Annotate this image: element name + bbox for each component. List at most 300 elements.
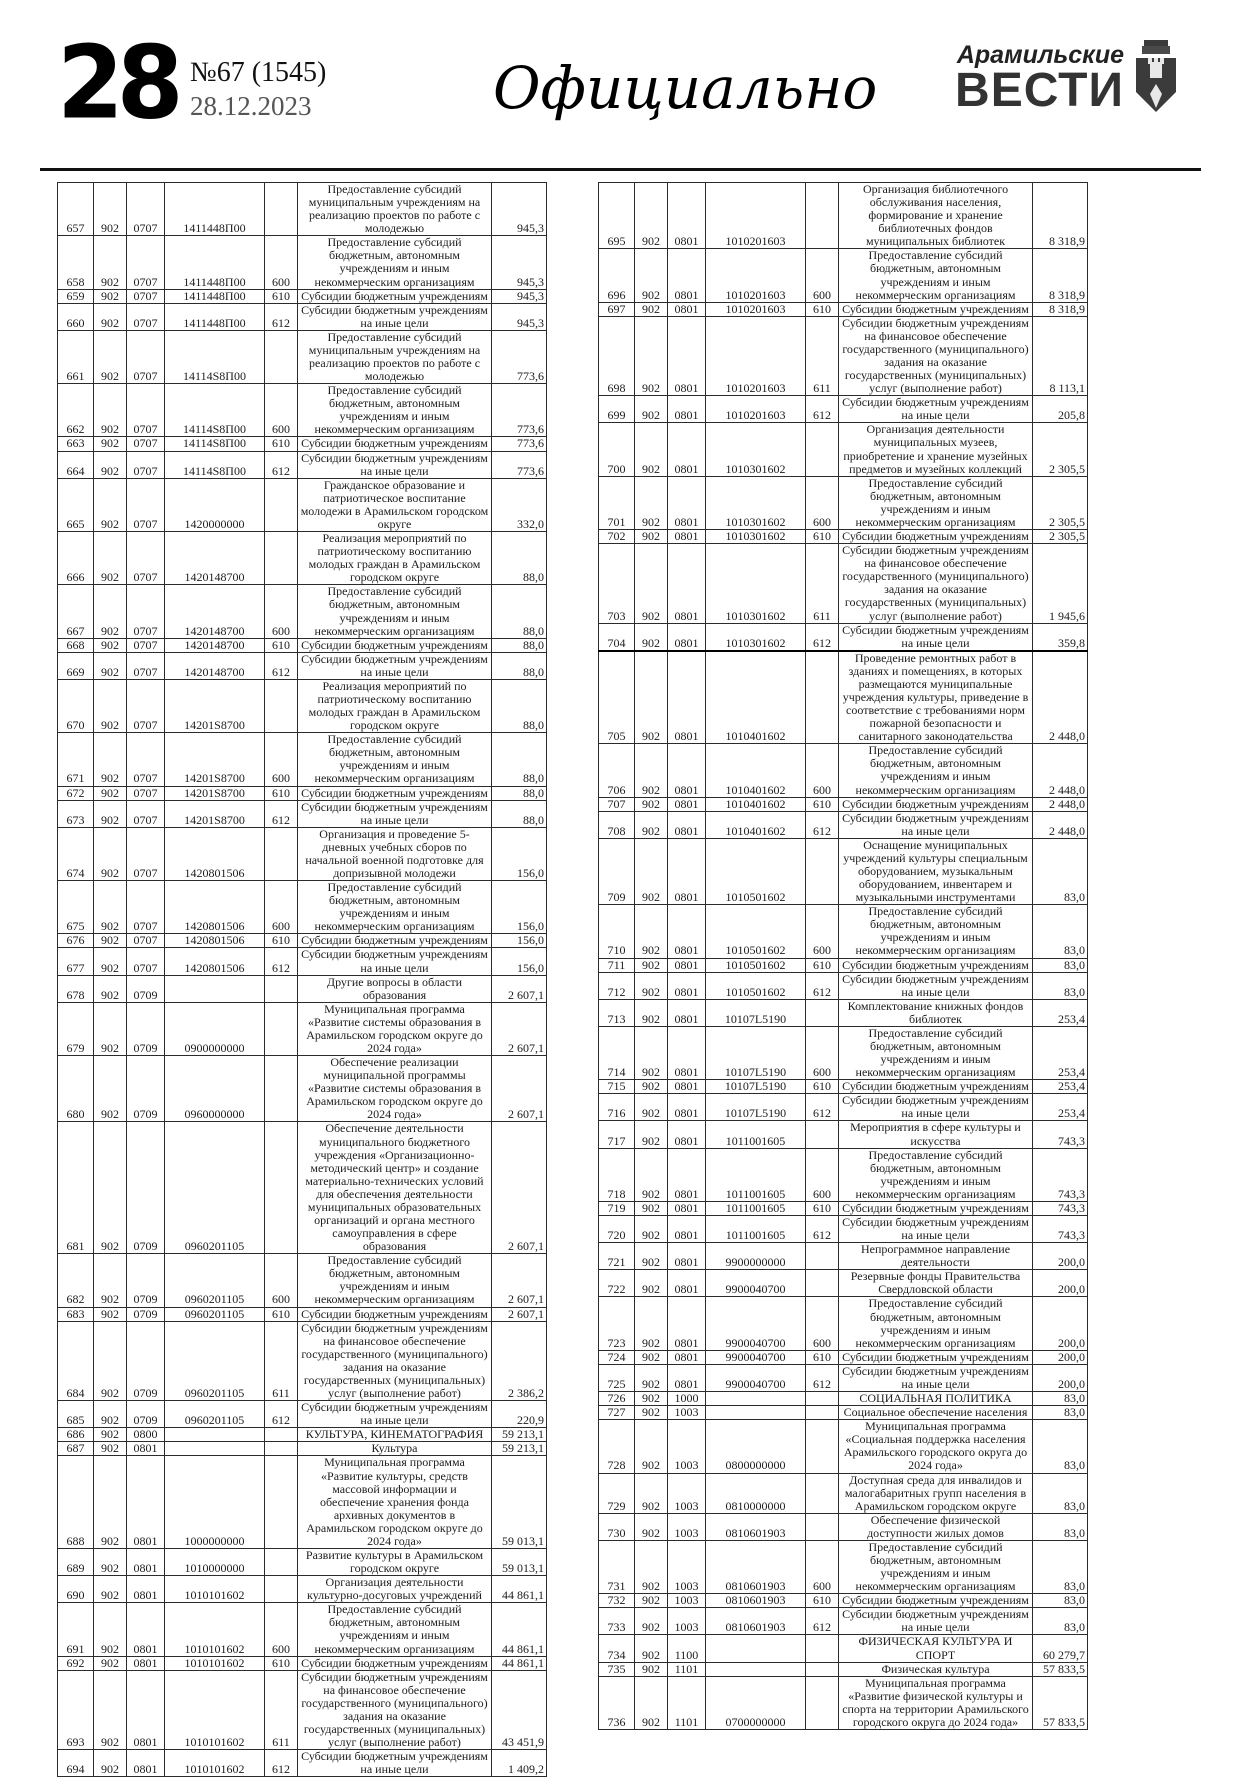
expense-type-cell: 600 — [806, 476, 839, 529]
target-article-cell: 1010301602 — [706, 544, 806, 623]
page-header — [55, 24, 1190, 156]
target-article-cell: 1010401602 — [706, 651, 806, 744]
grbs-code-cell: 902 — [635, 1350, 668, 1364]
grbs-code-cell: 902 — [635, 1080, 668, 1094]
section-code-cell: 1101 — [668, 1676, 706, 1729]
row-number-cell: 684 — [58, 1321, 94, 1400]
grbs-code-cell: 902 — [635, 1243, 668, 1270]
expense-type-cell — [806, 1473, 839, 1513]
table-row — [58, 827, 547, 880]
table-row — [58, 1670, 547, 1749]
table-row — [58, 437, 547, 451]
amount-cell: 2 607,1 — [492, 1002, 547, 1055]
amount-cell: 1 409,2 — [492, 1750, 547, 1777]
grbs-code-cell: 902 — [94, 948, 127, 975]
description-cell: Реализация мероприятий по патриотическому воспитанию молодых граждан в Арамильском городском округе — [298, 679, 492, 732]
target-article-cell: 1010501602 — [706, 838, 806, 904]
amount-cell: 156,0 — [492, 881, 547, 934]
brand-name-bottom: ВЕСТИ — [955, 63, 1124, 117]
row-number-cell: 690 — [58, 1576, 94, 1603]
row-number-cell: 699 — [599, 396, 635, 423]
row-number-cell: 712 — [599, 972, 635, 999]
expense-type-cell: 612 — [265, 1750, 298, 1777]
amount-cell: 83,0 — [1033, 1420, 1088, 1473]
expense-type-cell — [806, 183, 839, 249]
amount-cell: 88,0 — [492, 786, 547, 800]
row-number-cell: 711 — [599, 958, 635, 972]
description-cell: Предоставление субсидий муниципальным учреждениям на реализацию проектов по работе с молодежью — [298, 183, 492, 236]
section-code-cell: 0707 — [127, 585, 165, 638]
description-cell: Предоставление субсидий бюджетным, автономным учреждениям и иным некоммерческим организациям — [298, 1254, 492, 1307]
section-code-cell: 0801 — [668, 651, 706, 744]
description-cell: Субсидии бюджетным учреждениям на иные цели — [839, 1608, 1033, 1635]
description-cell: Субсидии бюджетным учреждениям на иные цели — [298, 303, 492, 330]
section-code-cell: 0801 — [668, 249, 706, 302]
section-code-cell: 0707 — [127, 183, 165, 236]
description-cell: Субсидии бюджетным учреждениям на иные цели — [839, 811, 1033, 838]
grbs-code-cell: 902 — [635, 423, 668, 476]
row-number-cell: 672 — [58, 786, 94, 800]
description-cell: Предоставление субсидий бюджетным, автономным учреждениям и иным некоммерческим организациям — [839, 1297, 1033, 1350]
grbs-code-cell: 902 — [94, 1056, 127, 1122]
grbs-code-cell: 902 — [94, 1576, 127, 1603]
expense-type-cell: 610 — [806, 1594, 839, 1608]
grbs-code-cell: 902 — [94, 1307, 127, 1321]
amount-cell: 83,0 — [1033, 1392, 1088, 1406]
section-code-cell: 0801 — [668, 1364, 706, 1391]
description-cell: Организация деятельности культурно-досуговых учреждений — [298, 1576, 492, 1603]
target-article-cell: 1420801506 — [165, 948, 265, 975]
target-article-cell: 1010401602 — [706, 797, 806, 811]
section-code-cell: 0801 — [668, 1270, 706, 1297]
row-number-cell: 724 — [599, 1350, 635, 1364]
amount-cell: 88,0 — [492, 679, 547, 732]
amount-cell: 253,4 — [1033, 1094, 1088, 1121]
target-article-cell: 1011001605 — [706, 1148, 806, 1201]
description-cell: Развитие культуры в Арамильском городском округе — [298, 1548, 492, 1575]
description-cell: Предоставление субсидий бюджетным, автономным учреждениям и иным некоммерческим организациям — [839, 476, 1033, 529]
amount-cell: 83,0 — [1033, 1594, 1088, 1608]
expense-type-cell: 612 — [265, 800, 298, 827]
expense-type-cell — [806, 1243, 839, 1270]
grbs-code-cell: 902 — [635, 958, 668, 972]
amount-cell: 59 213,1 — [492, 1442, 547, 1456]
row-number-cell: 676 — [58, 934, 94, 948]
description-cell: Организация деятельности муниципальных музеев, приобретение и хранение музейных предметов и музейных коллекций — [839, 423, 1033, 476]
section-code-cell: 0801 — [668, 396, 706, 423]
description-cell: Субсидии бюджетным учреждениям — [298, 934, 492, 948]
amount-cell: 8 318,9 — [1033, 183, 1088, 249]
row-number-cell: 695 — [599, 183, 635, 249]
table-row — [58, 1122, 547, 1254]
section-code-cell: 0801 — [668, 623, 706, 651]
grbs-code-cell: 902 — [94, 384, 127, 437]
description-cell: Субсидии бюджетным учреждениям на финансовое обеспечение государственного (муниципального) задания на оказание государственных (муниципальных) услуг (выполнение работ) — [298, 1321, 492, 1400]
row-number-cell: 666 — [58, 532, 94, 585]
grbs-code-cell: 902 — [635, 183, 668, 249]
grbs-code-cell: 902 — [635, 396, 668, 423]
amount-cell: 2 386,2 — [492, 1321, 547, 1400]
target-article-cell: 1010201603 — [706, 316, 806, 395]
amount-cell: 743,3 — [1033, 1216, 1088, 1243]
description-cell: Субсидии бюджетным учреждениям — [839, 302, 1033, 316]
amount-cell: 8 318,9 — [1033, 302, 1088, 316]
description-cell: Субсидии бюджетным учреждениям на иные цели — [298, 451, 492, 478]
target-article-cell: 10107L5190 — [706, 1094, 806, 1121]
header-divider — [40, 168, 1201, 171]
target-article-cell: 1010201603 — [706, 302, 806, 316]
section-code-cell: 0707 — [127, 934, 165, 948]
budget-table-right-column — [598, 182, 1087, 1730]
expense-type-cell — [265, 679, 298, 732]
expense-type-cell: 612 — [806, 623, 839, 651]
table-row — [58, 1002, 547, 1055]
grbs-code-cell: 902 — [94, 1122, 127, 1254]
page-number: 28 — [57, 24, 177, 142]
grbs-code-cell: 902 — [94, 1656, 127, 1670]
table-row — [58, 679, 547, 732]
grbs-code-cell: 902 — [635, 1094, 668, 1121]
grbs-code-cell: 902 — [635, 1201, 668, 1215]
description-cell: Резервные фонды Правительства Свердловской области — [839, 1270, 1033, 1297]
section-code-cell: 0801 — [127, 1750, 165, 1777]
description-cell: ФИЗИЧЕСКАЯ КУЛЬТУРА И СПОРТ — [839, 1635, 1033, 1662]
row-number-cell: 715 — [599, 1080, 635, 1094]
row-number-cell: 731 — [599, 1540, 635, 1593]
description-cell: Другие вопросы в области образования — [298, 975, 492, 1002]
amount-cell: 253,4 — [1033, 999, 1088, 1026]
section-code-cell: 0801 — [127, 1670, 165, 1749]
grbs-code-cell: 902 — [635, 1676, 668, 1729]
expense-type-cell: 600 — [806, 249, 839, 302]
expense-type-cell: 600 — [265, 1254, 298, 1307]
grbs-code-cell: 902 — [94, 881, 127, 934]
amount-cell: 83,0 — [1033, 958, 1088, 972]
amount-cell: 2 305,5 — [1033, 476, 1088, 529]
row-number-cell: 671 — [58, 733, 94, 786]
target-article-cell: 1411448П00 — [165, 289, 265, 303]
section-code-cell: 0801 — [668, 999, 706, 1026]
expense-type-cell: 610 — [265, 638, 298, 652]
table-row — [599, 1201, 1088, 1215]
table-row — [599, 1473, 1088, 1513]
amount-cell: 83,0 — [1033, 972, 1088, 999]
expense-type-cell: 611 — [806, 316, 839, 395]
expense-type-cell: 610 — [265, 1656, 298, 1670]
expense-type-cell: 612 — [265, 948, 298, 975]
amount-cell: 2 448,0 — [1033, 651, 1088, 744]
section-code-cell: 0707 — [127, 881, 165, 934]
section-code-cell: 0801 — [668, 744, 706, 797]
amount-cell: 88,0 — [492, 585, 547, 638]
issue-number: №67 (1545) — [190, 57, 327, 88]
expense-type-cell: 612 — [806, 1094, 839, 1121]
table-row — [58, 800, 547, 827]
description-cell: Субсидии бюджетным учреждениям — [298, 638, 492, 652]
table-row — [599, 1594, 1088, 1608]
row-number-cell: 696 — [599, 249, 635, 302]
table-row — [599, 999, 1088, 1026]
expense-type-cell: 612 — [265, 1401, 298, 1428]
grbs-code-cell: 902 — [635, 1026, 668, 1079]
expense-type-cell — [806, 1270, 839, 1297]
grbs-code-cell: 902 — [635, 1297, 668, 1350]
grbs-code-cell: 902 — [94, 451, 127, 478]
target-article-cell: 0960201105 — [165, 1254, 265, 1307]
expense-type-cell — [806, 1420, 839, 1473]
expense-type-cell: 611 — [806, 544, 839, 623]
row-number-cell: 716 — [599, 1094, 635, 1121]
expense-type-cell — [806, 1121, 839, 1148]
target-article-cell: 1420801506 — [165, 827, 265, 880]
amount-cell: 1 945,6 — [1033, 544, 1088, 623]
row-number-cell: 693 — [58, 1670, 94, 1749]
expense-type-cell: 612 — [806, 1608, 839, 1635]
section-code-cell: 1003 — [668, 1406, 706, 1420]
table-row — [599, 1364, 1088, 1391]
table-row — [599, 1297, 1088, 1350]
grbs-code-cell: 902 — [94, 934, 127, 948]
amount-cell: 156,0 — [492, 827, 547, 880]
target-article-cell — [165, 975, 265, 1002]
row-number-cell: 717 — [599, 1121, 635, 1148]
amount-cell: 59 213,1 — [492, 1428, 547, 1442]
budget-table-right — [598, 182, 1088, 1730]
row-number-cell: 668 — [58, 638, 94, 652]
section-code-cell: 0801 — [668, 1121, 706, 1148]
section-code-cell: 0801 — [127, 1456, 165, 1549]
row-number-cell: 674 — [58, 827, 94, 880]
table-row — [58, 652, 547, 679]
row-number-cell: 735 — [599, 1662, 635, 1676]
target-article-cell: 0900000000 — [165, 1002, 265, 1055]
grbs-code-cell: 902 — [94, 679, 127, 732]
target-article-cell: 1011001605 — [706, 1121, 806, 1148]
expense-type-cell: 600 — [806, 905, 839, 958]
table-row — [58, 384, 547, 437]
target-article-cell: 14201S8700 — [165, 800, 265, 827]
target-article-cell: 1411448П00 — [165, 303, 265, 330]
expense-type-cell: 610 — [806, 302, 839, 316]
section-code-cell: 0707 — [127, 451, 165, 478]
expense-type-cell: 600 — [265, 585, 298, 638]
section-code-cell: 0709 — [127, 975, 165, 1002]
table-row — [58, 585, 547, 638]
budget-table-left — [57, 182, 547, 1777]
grbs-code-cell: 902 — [635, 744, 668, 797]
amount-cell: 200,0 — [1033, 1350, 1088, 1364]
expense-type-cell — [806, 838, 839, 904]
table-row — [599, 1094, 1088, 1121]
target-article-cell: 0960201105 — [165, 1321, 265, 1400]
description-cell: Субсидии бюджетным учреждениям на иные цели — [839, 972, 1033, 999]
grbs-code-cell: 902 — [635, 1662, 668, 1676]
grbs-code-cell: 902 — [94, 652, 127, 679]
amount-cell: 743,3 — [1033, 1148, 1088, 1201]
grbs-code-cell: 902 — [635, 316, 668, 395]
grbs-code-cell: 902 — [635, 623, 668, 651]
table-row — [599, 1676, 1088, 1729]
grbs-code-cell: 902 — [635, 1513, 668, 1540]
target-article-cell: 10107L5190 — [706, 999, 806, 1026]
table-row — [599, 972, 1088, 999]
section-title: Официально — [493, 54, 878, 122]
amount-cell: 773,6 — [492, 330, 547, 383]
target-article-cell — [706, 1662, 806, 1676]
target-article-cell: 1010101602 — [165, 1670, 265, 1749]
amount-cell: 2 607,1 — [492, 1307, 547, 1321]
expense-type-cell — [265, 975, 298, 1002]
description-cell: Комплектование книжных фондов библиотек — [839, 999, 1033, 1026]
description-cell: Предоставление субсидий бюджетным, автономным учреждениям и иным некоммерческим организациям — [298, 236, 492, 289]
target-article-cell: 1411448П00 — [165, 236, 265, 289]
section-code-cell: 0801 — [668, 958, 706, 972]
target-article-cell: 14201S8700 — [165, 786, 265, 800]
row-number-cell: 691 — [58, 1603, 94, 1656]
description-cell: Субсидии бюджетным учреждениям на иные цели — [839, 396, 1033, 423]
target-article-cell: 1010401602 — [706, 811, 806, 838]
section-code-cell: 0707 — [127, 289, 165, 303]
target-article-cell: 1010201603 — [706, 249, 806, 302]
description-cell: Проведение ремонтных работ в зданиях и помещениях, в которых размещаются муниципальные учреждения культуры, приведение в соответствие с требованиями норм пожарной безопасности и санитарного законодательства — [839, 651, 1033, 744]
row-number-cell: 659 — [58, 289, 94, 303]
grbs-code-cell: 902 — [94, 1670, 127, 1749]
target-article-cell: 1010301602 — [706, 530, 806, 544]
grbs-code-cell: 902 — [635, 1270, 668, 1297]
section-code-cell: 0709 — [127, 1056, 165, 1122]
table-row — [599, 1420, 1088, 1473]
table-row — [599, 905, 1088, 958]
target-article-cell: 0810601903 — [706, 1513, 806, 1540]
table-row — [58, 786, 547, 800]
grbs-code-cell: 902 — [635, 811, 668, 838]
grbs-code-cell: 902 — [94, 585, 127, 638]
section-code-cell: 0801 — [668, 476, 706, 529]
expense-type-cell: 610 — [806, 1080, 839, 1094]
target-article-cell: 9900040700 — [706, 1270, 806, 1297]
description-cell: Субсидии бюджетным учреждениям — [839, 1594, 1033, 1608]
grbs-code-cell: 902 — [94, 1321, 127, 1400]
target-article-cell: 1010301602 — [706, 623, 806, 651]
row-number-cell: 727 — [599, 1406, 635, 1420]
description-cell: Субсидии бюджетным учреждениям — [839, 1080, 1033, 1094]
table-row — [58, 733, 547, 786]
table-row — [599, 1350, 1088, 1364]
target-article-cell: 14201S8700 — [165, 679, 265, 732]
row-number-cell: 710 — [599, 905, 635, 958]
table-row — [599, 1216, 1088, 1243]
description-cell: Предоставление субсидий бюджетным, автономным учреждениям и иным некоммерческим организациям — [298, 881, 492, 934]
expense-type-cell — [806, 1513, 839, 1540]
amount-cell: 200,0 — [1033, 1243, 1088, 1270]
expense-type-cell: 600 — [265, 1603, 298, 1656]
description-cell: Субсидии бюджетным учреждениям на иные цели — [839, 623, 1033, 651]
section-code-cell: 0707 — [127, 800, 165, 827]
section-code-cell: 0707 — [127, 330, 165, 383]
budget-table-left-column — [57, 182, 546, 1777]
table-row — [599, 183, 1088, 249]
amount-cell: 83,0 — [1033, 1473, 1088, 1513]
table-row — [58, 1548, 547, 1575]
section-code-cell: 1000 — [668, 1392, 706, 1406]
grbs-code-cell: 902 — [635, 302, 668, 316]
section-code-cell: 0709 — [127, 1401, 165, 1428]
table-row — [599, 423, 1088, 476]
amount-cell: 332,0 — [492, 478, 547, 531]
grbs-code-cell: 902 — [94, 733, 127, 786]
row-number-cell: 718 — [599, 1148, 635, 1201]
description-cell: Муниципальная программа «Развитие системы образования в Арамильском городском округе до 2024 года» — [298, 1002, 492, 1055]
table-row — [599, 302, 1088, 316]
expense-type-cell: 612 — [265, 303, 298, 330]
issue-block — [190, 56, 326, 122]
amount-cell: 253,4 — [1033, 1080, 1088, 1094]
target-article-cell — [706, 1635, 806, 1662]
table-row — [599, 651, 1088, 744]
amount-cell: 44 861,1 — [492, 1656, 547, 1670]
row-number-cell: 698 — [599, 316, 635, 395]
amount-cell: 945,3 — [492, 289, 547, 303]
expense-type-cell — [265, 827, 298, 880]
expense-type-cell: 610 — [806, 958, 839, 972]
target-article-cell: 0700000000 — [706, 1676, 806, 1729]
grbs-code-cell: 902 — [635, 838, 668, 904]
target-article-cell: 0960000000 — [165, 1056, 265, 1122]
row-number-cell: 665 — [58, 478, 94, 531]
table-row — [58, 1442, 547, 1456]
section-code-cell: 0801 — [668, 811, 706, 838]
expense-type-cell — [265, 1122, 298, 1254]
section-code-cell: 0707 — [127, 384, 165, 437]
grbs-code-cell: 902 — [94, 183, 127, 236]
expense-type-cell: 600 — [806, 744, 839, 797]
target-article-cell: 0810601903 — [706, 1540, 806, 1593]
expense-type-cell — [265, 1428, 298, 1442]
target-article-cell: 9900040700 — [706, 1297, 806, 1350]
row-number-cell: 706 — [599, 744, 635, 797]
table-row — [58, 1428, 547, 1442]
section-code-cell: 0801 — [668, 544, 706, 623]
table-row — [58, 934, 547, 948]
amount-cell: 2 448,0 — [1033, 811, 1088, 838]
section-code-cell: 0801 — [127, 1548, 165, 1575]
target-article-cell: 1411448П00 — [165, 183, 265, 236]
amount-cell: 2 607,1 — [492, 1122, 547, 1254]
section-code-cell: 0707 — [127, 638, 165, 652]
target-article-cell: 10107L5190 — [706, 1080, 806, 1094]
table-row — [599, 1608, 1088, 1635]
target-article-cell: 1011001605 — [706, 1201, 806, 1215]
amount-cell: 2 305,5 — [1033, 530, 1088, 544]
row-number-cell: 714 — [599, 1026, 635, 1079]
description-cell: Непрограммное направление деятельности — [839, 1243, 1033, 1270]
table-row — [599, 1635, 1088, 1662]
section-code-cell: 0707 — [127, 652, 165, 679]
grbs-code-cell: 902 — [635, 530, 668, 544]
description-cell: Субсидии бюджетным учреждениям — [839, 530, 1033, 544]
amount-cell: 83,0 — [1033, 1540, 1088, 1593]
amount-cell: 59 013,1 — [492, 1456, 547, 1549]
table-row — [58, 183, 547, 236]
section-code-cell: 0707 — [127, 236, 165, 289]
table-row — [58, 1321, 547, 1400]
target-article-cell: 1010401602 — [706, 744, 806, 797]
target-article-cell: 14114S8П00 — [165, 384, 265, 437]
expense-type-cell: 610 — [265, 786, 298, 800]
expense-type-cell — [265, 1442, 298, 1456]
grbs-code-cell: 902 — [635, 1594, 668, 1608]
table-row — [58, 1401, 547, 1428]
